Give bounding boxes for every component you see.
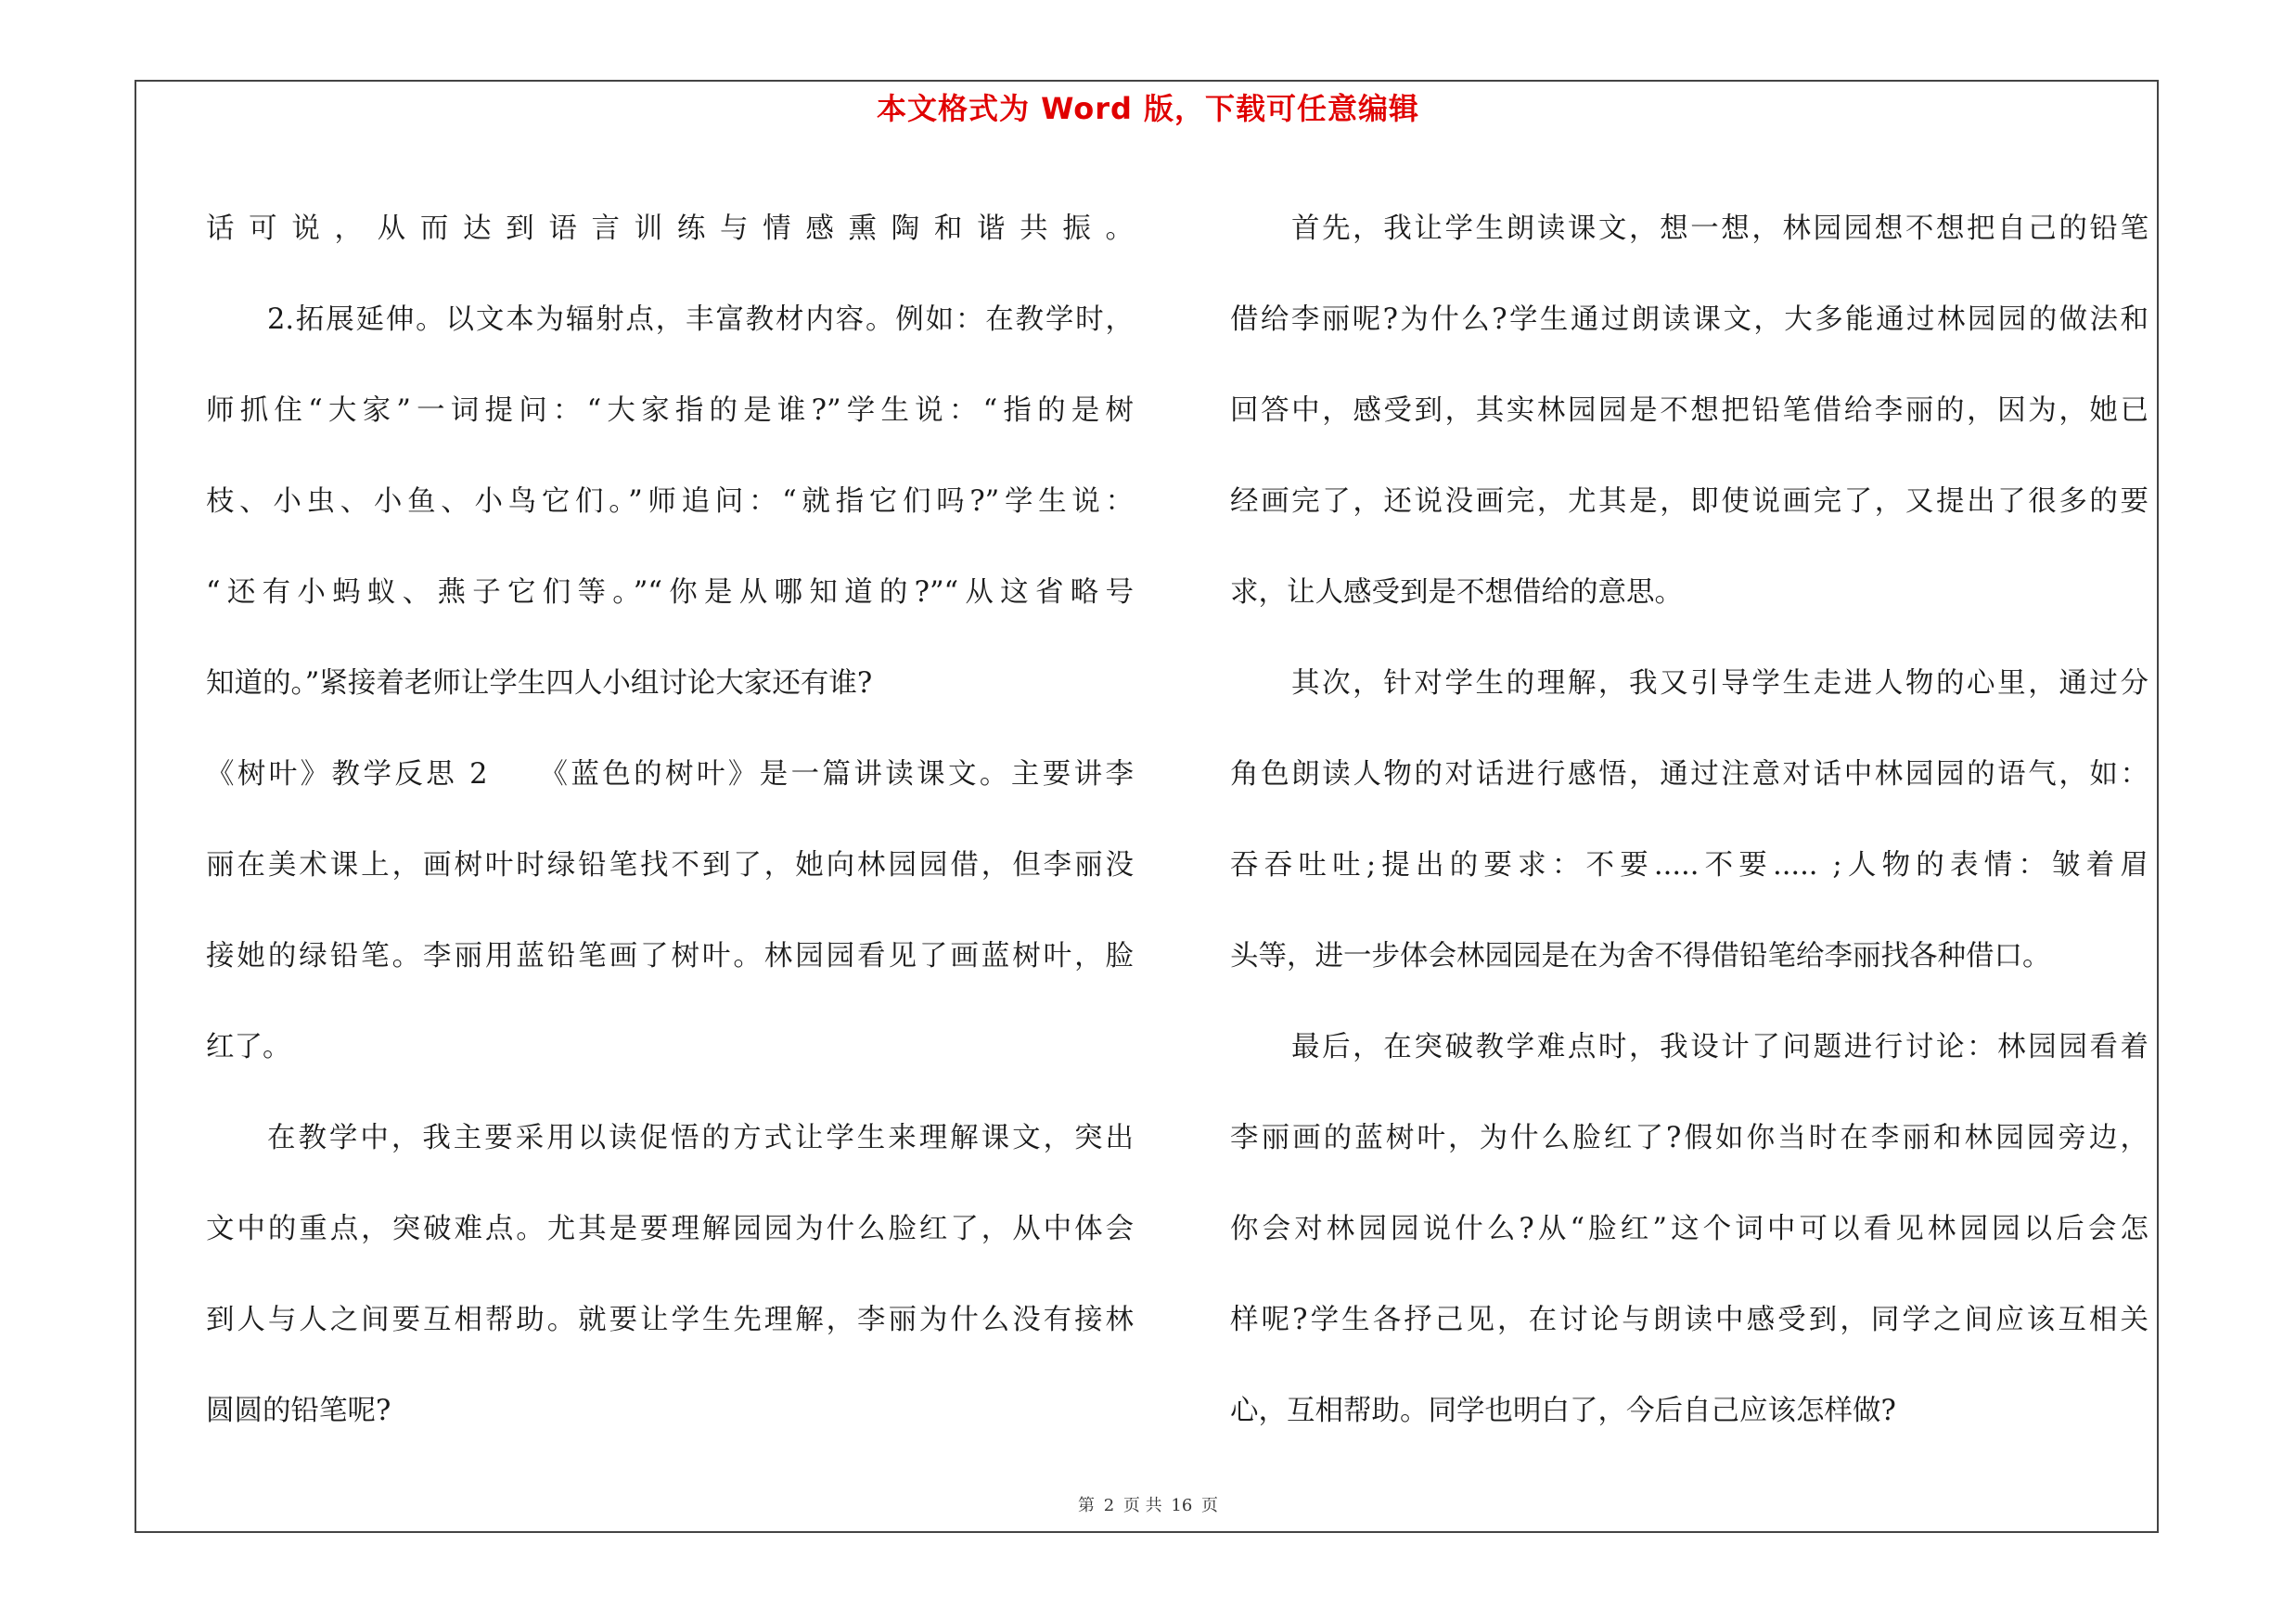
footer-suffix: 页 xyxy=(1201,1496,1219,1515)
footer-prefix: 第 xyxy=(1077,1496,1095,1515)
text-line: 枝、小虫、小鱼、小鸟它们。”师追问：“就指它们吗?”学生说： xyxy=(206,485,1134,518)
text-line: 其次，针对学生的理解，我又引导学生走进人物的心里，通过分 xyxy=(1291,667,2148,700)
text-line: 接她的绿铅笔。李丽用蓝铅笔画了树叶。林园园看见了画蓝树叶，脸 xyxy=(206,940,1134,973)
header-title: 本文格式为 Word 版，下载可任意编辑 xyxy=(876,91,1420,126)
page-footer xyxy=(0,1492,2296,1520)
footer-total-pages: 16 xyxy=(1171,1496,1193,1515)
text-line: 文中的重点，突破难点。尤其是要理解园园为什么脸红了，从中体会 xyxy=(206,1213,1134,1245)
footer-page-number: 2 xyxy=(1103,1496,1115,1515)
text-line: 师抓住“大家”一词提问：“大家指的是谁?”学生说：“指的是树 xyxy=(206,394,1134,427)
text-line: 2.拓展延伸。以文本为辐射点，丰富教材内容。例如：在教学时， xyxy=(267,303,1134,336)
text-line: 话可说，从而达到语言训练与情感熏陶和谐共振。 xyxy=(206,213,1134,245)
text-line: 经画完了，还说没画完，尤其是，即使说画完了，又提出了很多的要 xyxy=(1230,485,2148,518)
text-line: 圆圆的铅笔呢? xyxy=(206,1395,391,1427)
text-line: 样呢?学生各抒己见，在讨论与朗读中感受到，同学之间应该互相关 xyxy=(1230,1304,2148,1336)
text-line: 心，互相帮助。同学也明白了，今后自己应该怎样做? xyxy=(1230,1395,1896,1427)
text-line: 角色朗读人物的对话进行感悟，通过注意对话中林园园的语气，如： xyxy=(1230,758,2148,791)
text-line: 红了。 xyxy=(206,1031,291,1063)
left-column xyxy=(206,184,1134,1457)
text-line: 最后，在突破教学难点时，我设计了问题进行讨论：林园园看着 xyxy=(1291,1031,2148,1063)
text-line: 李丽画的蓝树叶，为什么脸红了?假如你当时在李丽和林园园旁边， xyxy=(1230,1122,2148,1154)
text-line: 头等，进一步体会林园园是在为舍不得借铅笔给李丽找各种借口。 xyxy=(1230,940,2051,973)
text-line: 《树叶》教学反思 2 《蓝色的树叶》是一篇讲读课文。主要讲李 xyxy=(206,758,1134,791)
right-column xyxy=(1230,184,2148,1457)
text-line: 丽在美术课上，画树叶时绿铅笔找不到了，她向林园园借，但李丽没 xyxy=(206,849,1134,882)
text-line: 借给李丽呢?为什么?学生通过朗读课文，大多能通过林园园的做法和 xyxy=(1230,303,2148,336)
text-line: 在教学中，我主要采用以读促悟的方式让学生来理解课文，突出 xyxy=(267,1122,1134,1154)
text-line: 求，让人感受到是不想借给的意思。 xyxy=(1230,576,1683,609)
text-line: 到人与人之间要互相帮助。就要让学生先理解，李丽为什么没有接林 xyxy=(206,1304,1134,1336)
text-line: 你会对林园园说什么?从“脸红”这个词中可以看见林园园以后会怎 xyxy=(1230,1213,2148,1245)
text-line: 知道的。”紧接着老师让学生四人小组讨论大家还有谁? xyxy=(206,667,873,700)
text-line: 吞吞吐吐;提出的要求：不要.....不要..... ;人物的表情：皱着眉 xyxy=(1230,849,2148,882)
text-line: 首先，我让学生朗读课文，想一想，林园园想不想把自己的铅笔 xyxy=(1291,213,2148,245)
footer-middle: 页 共 xyxy=(1122,1496,1162,1515)
text-line: 回答中，感受到，其实林园园是不想把铅笔借给李丽的，因为，她已 xyxy=(1230,394,2148,427)
text-line: “还有小蚂蚁、燕子它们等。”“你是从哪知道的?”“从这省略号 xyxy=(206,576,1134,609)
